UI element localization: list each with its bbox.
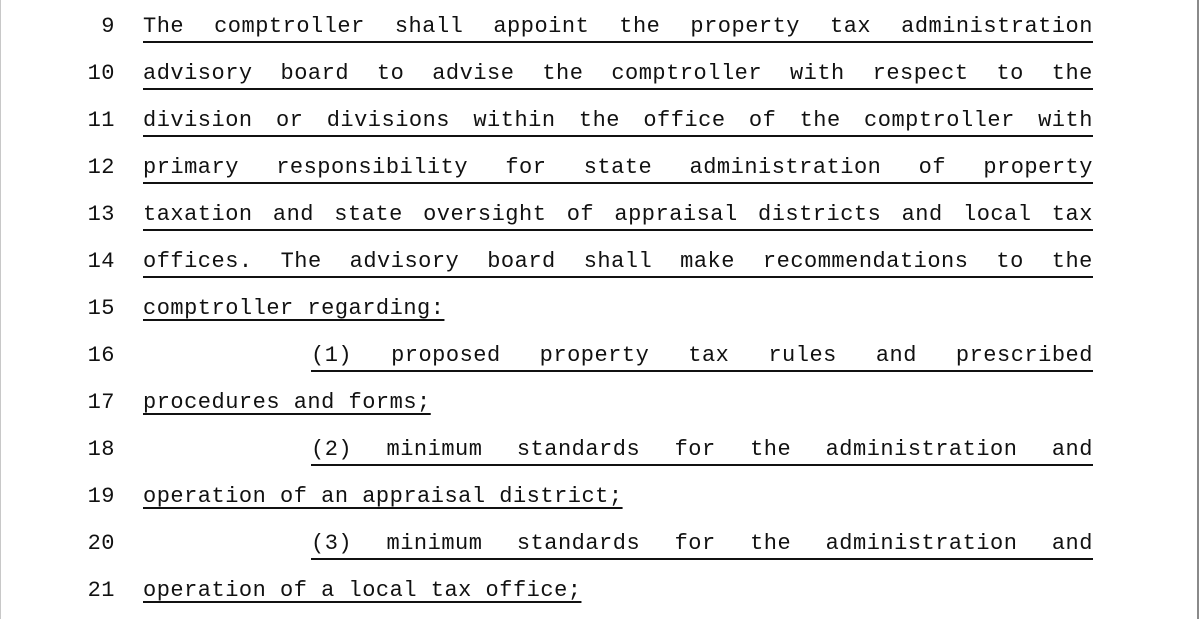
word: for [505,155,547,180]
line-text: comptroller regarding: [143,296,445,321]
text-line [1,480,1197,527]
text-line [1,57,1197,104]
word: state [583,155,653,180]
word: proposed [391,343,501,368]
line-text [143,14,1093,43]
word: administration [689,155,882,180]
word: division [143,108,253,133]
word: primary [143,155,239,180]
line-number: 21 [87,578,115,603]
text-line [1,198,1197,245]
word: appraisal [614,202,738,227]
word: property [983,155,1093,180]
word: for [674,437,716,462]
word: oversight [423,202,547,227]
word: the [799,108,841,133]
word: minimum [386,531,483,556]
line-text: operation of an appraisal district; [143,484,623,509]
word: shall [583,249,653,274]
word: the [750,437,792,462]
word: districts [758,202,882,227]
word: appoint [493,14,590,39]
word: rules [768,343,837,368]
line-number: 9 [101,14,115,39]
word: board [487,249,556,274]
word: the [1051,61,1093,86]
word: advise [432,61,515,86]
word: to [376,61,405,86]
word: make [680,249,735,274]
word: the [750,531,792,556]
word: prescribed [955,343,1093,368]
word: advisory [349,249,460,274]
word: minimum [386,437,483,462]
line-number: 12 [87,155,115,180]
text-line [1,339,1197,386]
word: administration [825,531,1018,556]
word: with [789,61,845,86]
line-text: operation of a local tax office; [143,578,582,603]
word: standards [516,437,641,462]
word: board [280,61,350,86]
word: of [566,202,595,227]
word: tax [830,14,872,39]
line-text [311,531,1093,560]
word: and [1051,437,1093,462]
word: advisory [143,61,253,86]
text-line [1,574,1197,621]
line-text [311,437,1093,466]
word: within [473,108,556,133]
line-text [143,249,1093,278]
word: standards [516,531,641,556]
word: of [918,155,947,180]
line-text [143,61,1093,90]
line-number: 10 [87,61,115,86]
word: and [272,202,315,227]
line-number: 14 [87,249,115,274]
word: tax [1051,202,1093,227]
word: recommendations [762,249,969,274]
word: to [996,61,1024,86]
text-line [1,433,1197,480]
word: the [619,14,661,39]
text-line [1,292,1197,339]
line-text: procedures and forms; [143,390,431,415]
word: the [578,108,620,133]
word: and [901,202,943,227]
word: (2) [311,437,353,462]
text-line [1,104,1197,151]
word: property [690,14,801,39]
line-text [143,202,1093,231]
word: administration [901,14,1093,39]
word: The [280,249,322,274]
word: the [1051,249,1093,274]
word: or [275,108,304,133]
word: local [963,202,1032,227]
text-line [1,386,1197,433]
word: of [748,108,777,133]
text-line [1,527,1197,574]
word: office [643,108,726,133]
word: responsibility [276,155,469,180]
word: comptroller [864,108,1015,133]
word: with [1038,108,1093,133]
line-number: 15 [87,296,115,321]
word: to [996,249,1024,274]
word: for [674,531,716,556]
line-number: 18 [87,437,115,462]
line-number: 11 [87,108,115,133]
word: comptroller [611,61,763,86]
word: (1) [311,343,353,368]
line-number: 19 [87,484,115,509]
word: taxation [143,202,253,227]
line-number: 17 [87,390,115,415]
word: tax [688,343,730,368]
word: and [1051,531,1093,556]
line-text [311,343,1093,372]
word: offices. [143,249,253,274]
word: comptroller [214,14,365,39]
word: divisions [326,108,451,133]
line-number: 20 [87,531,115,556]
word: administration [825,437,1018,462]
word: respect [872,61,969,86]
line-number: 16 [87,343,115,368]
word: shall [394,14,464,39]
word: (3) [311,531,353,556]
line-text [143,108,1093,137]
line-text [143,155,1093,184]
word: the [542,61,584,86]
text-line [1,245,1197,292]
text-line [1,151,1197,198]
line-number: 13 [87,202,115,227]
word: and [875,343,917,368]
word: The [143,14,185,39]
text-line [1,10,1197,57]
word: property [539,343,650,368]
word: state [334,202,403,227]
